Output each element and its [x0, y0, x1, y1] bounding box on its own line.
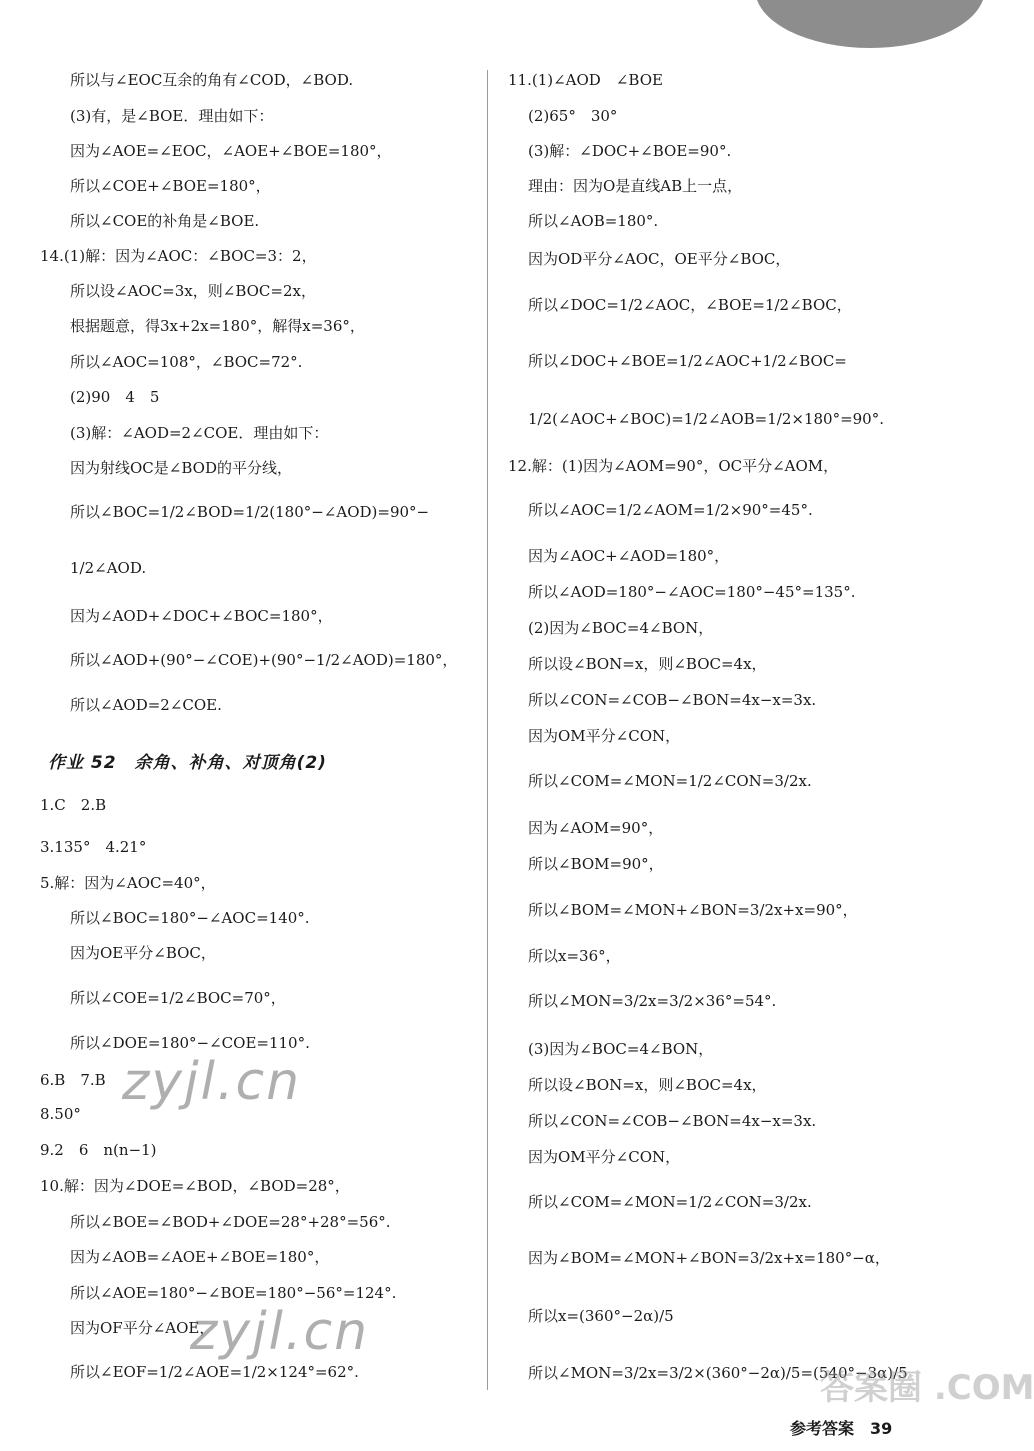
text-line: 因为OD平分∠AOC，OE平分∠BOC， [528, 250, 791, 268]
text-line: 因为∠AOM=90°， [528, 819, 664, 837]
text-line: 理由：因为O是直线AB上一点， [528, 177, 743, 195]
page-corner-tab [755, 0, 985, 48]
text-line: 所以∠BOC=180°−∠AOC=140°. [70, 909, 310, 927]
text-line: (2)65° 30° [528, 107, 618, 125]
text-line: 1/2(∠AOC+∠BOC)=1/2∠AOB=1/2×180°=90°. [528, 410, 884, 428]
text-line: 所以∠EOF=1/2∠AOE=1/2×124°=62°. [70, 1363, 359, 1381]
text-line: 所以∠CON=∠COB−∠BON=4x−x=3x. [528, 1112, 817, 1130]
text-line: 所以∠AOD=180°−∠AOC=180°−45°=135°. [528, 583, 856, 601]
text-line: (3)因为∠BOC=4∠BON， [528, 1040, 714, 1058]
text-line: 所以∠DOC=1/2∠AOC，∠BOE=1/2∠BOC， [528, 296, 852, 314]
text-line: 所以设∠BON=x，则∠BOC=4x， [528, 1076, 767, 1094]
text-line: 所以∠AOD=2∠COE. [70, 696, 222, 714]
question-5: 5.解：因为∠AOC=40°， [40, 874, 216, 892]
text-line: 所以∠AOE=180°−∠BOE=180°−56°=124°. [70, 1284, 397, 1302]
text-line: 所以∠BOE=∠BOD+∠DOE=28°+28°=56°. [70, 1213, 391, 1231]
text-line: 因为∠AOD+∠DOC+∠BOC=180°， [70, 607, 333, 625]
text-line: 所以∠COE=1/2∠BOC=70°， [70, 989, 286, 1007]
text-line: 所以设∠AOC=3x，则∠BOC=2x， [70, 282, 316, 300]
text-line: 所以∠COE的补角是∠BOE. [70, 212, 260, 230]
text-line: 因为OM平分∠CON， [528, 1148, 681, 1166]
text-line: 所以∠AOC=1/2∠AOM=1/2×90°=45°. [528, 501, 813, 519]
watermark-text: zyjl.cn [122, 1052, 302, 1112]
answers-1-2: 1.C 2.B [40, 796, 107, 814]
text-line: 根据题意，得3x+2x=180°，解得x=36°， [70, 317, 365, 335]
text-line: (3)解：∠DOC+∠BOE=90°. [528, 142, 732, 160]
text-line: 所以与∠EOC互余的角有∠COD，∠BOD. [70, 71, 354, 89]
text-line: 所以∠DOC+∠BOE=1/2∠AOC+1/2∠BOC= [528, 352, 847, 370]
text-line: (2)因为∠BOC=4∠BON， [528, 619, 714, 637]
question-10: 10.解：因为∠DOE=∠BOD，∠BOD=28°， [40, 1177, 350, 1195]
text-line: 所以∠CON=∠COB−∠BON=4x−x=3x. [528, 691, 817, 709]
answers-6-7: 6.B 7.B [40, 1071, 106, 1089]
answers-3-4: 3.135° 4.21° [40, 838, 147, 856]
text-line: 因为∠AOC+∠AOD=180°， [528, 547, 730, 565]
question-14: 14.(1)解：因为∠AOC：∠BOC=3：2， [40, 247, 317, 265]
text-line: (3)解：∠AOD=2∠COE．理由如下： [70, 424, 329, 442]
text-line: 所以设∠BON=x，则∠BOC=4x， [528, 655, 767, 673]
text-line: 所以∠AOC=108°，∠BOC=72°. [70, 353, 303, 371]
text-line: 因为∠AOE=∠EOC，∠AOE+∠BOE=180°， [70, 142, 392, 160]
text-line: 因为OF平分∠AOE， [70, 1319, 215, 1337]
text-line: 因为OM平分∠CON， [528, 727, 681, 745]
text-line: 因为∠AOB=∠AOE+∠BOE=180°， [70, 1248, 330, 1266]
text-line: 所以∠AOB=180°. [528, 212, 659, 230]
text-line: 所以∠BOM=∠MON+∠BON=3/2x+x=90°， [528, 901, 858, 919]
text-line: (2)90 4 5 [70, 388, 160, 406]
text-line: 所以x=(360°−2α)/5 [528, 1307, 674, 1325]
text-line: 1/2∠AOD. [70, 559, 147, 577]
page-footer: 参考答案 39 [790, 1419, 893, 1438]
text-line: 所以∠BOM=90°， [528, 855, 664, 873]
text-line: (3)有，是∠BOE．理由如下： [70, 107, 274, 125]
text-line: 所以∠COM=∠MON=1/2∠CON=3/2x. [528, 1193, 812, 1211]
section-heading: 作业 52 余角、补角、对顶角(2) [48, 753, 327, 773]
question-12: 12.解：(1)因为∠AOM=90°，OC平分∠AOM， [508, 457, 839, 475]
watermark-text: zyjl.cn [190, 1302, 370, 1362]
text-line: 所以∠AOD+(90°−∠COE)+(90°−1/2∠AOD)=180°， [70, 651, 458, 669]
text-line: 因为OE平分∠BOC， [70, 944, 216, 962]
column-divider [487, 70, 488, 1390]
text-line: 所以∠MON=3/2x=3/2×36°=54°. [528, 992, 777, 1010]
text-line: 所以∠DOE=180°−∠COE=110°. [70, 1034, 310, 1052]
text-line: 所以x=36°， [528, 947, 621, 965]
watermark-logo: 答案圈 .COM [820, 1368, 1034, 1408]
text-line: 所以∠BOC=1/2∠BOD=1/2(180°−∠AOD)=90°− [70, 503, 430, 521]
answer-8: 8.50° [40, 1105, 81, 1123]
answer-9: 9.2 6 n(n−1) [40, 1141, 157, 1159]
question-11: 11.(1)∠AOD ∠BOE [508, 71, 663, 89]
text-line: 因为射线OC是∠BOD的平分线， [70, 459, 292, 477]
text-line: 所以∠COM=∠MON=1/2∠CON=3/2x. [528, 772, 812, 790]
text-line: 所以∠COE+∠BOE=180°， [70, 177, 271, 195]
text-line: 所以∠MON=3/2x=3/2×(360°−2α)/5=(540°−3α)/5 [528, 1364, 908, 1382]
text-line: 因为∠BOM=∠MON+∠BON=3/2x+x=180°−α， [528, 1249, 890, 1267]
